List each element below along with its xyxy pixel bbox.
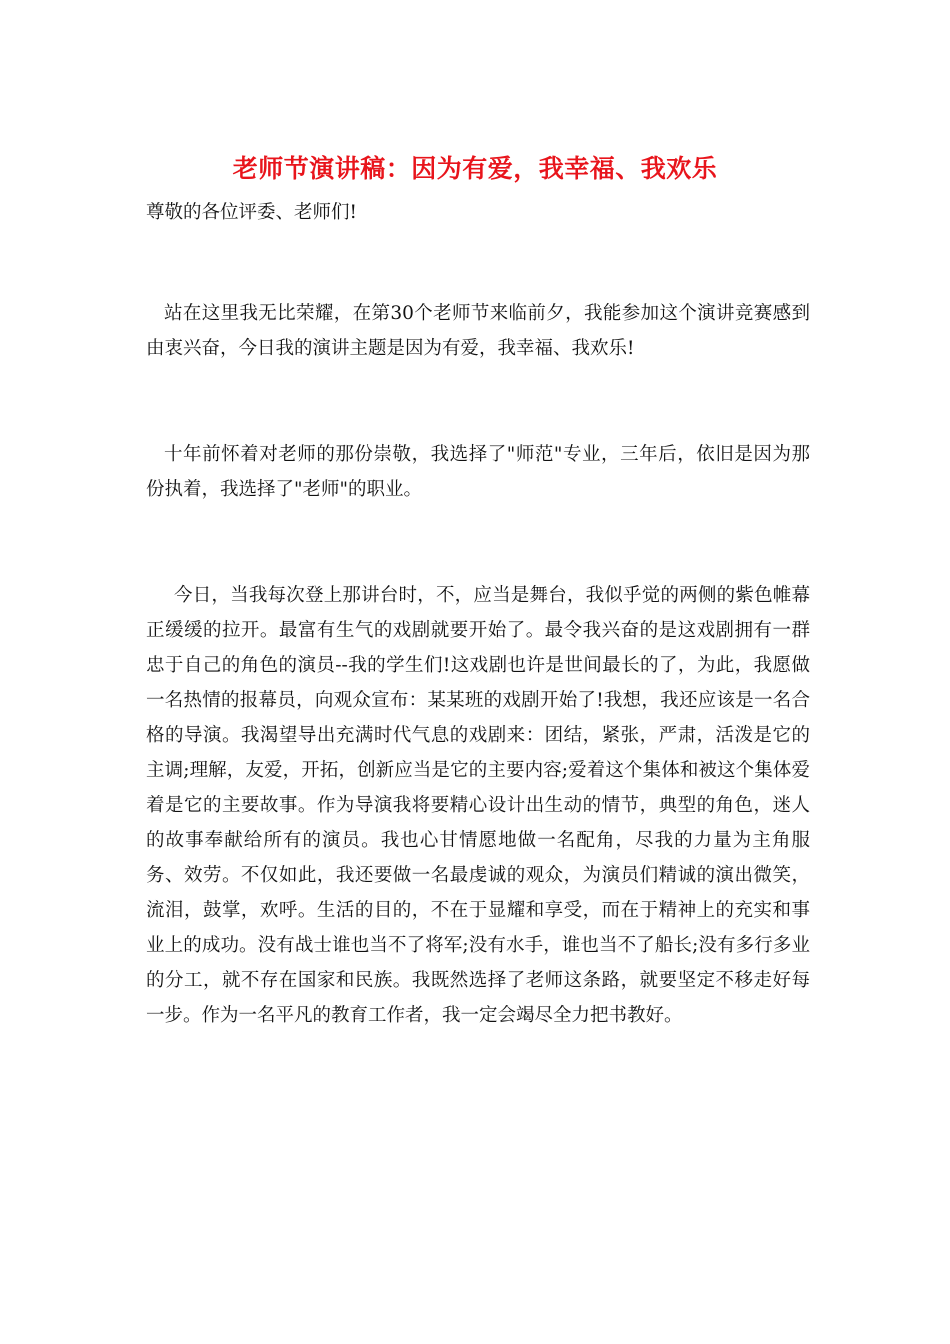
salutation: 尊敬的各位评委、老师们! (146, 202, 357, 223)
paragraph-2: 十年前怀着对老师的那份崇敬，我选择了"师范"专业，三年后，依旧是因为那份执着，我选择了"老师"的职业。 (146, 444, 810, 500)
paragraph-3: 今日，当我每次登上那讲台时，不，应当是舞台，我似乎觉的两侧的紫色帷幕正缓缓的拉开。最富有生气的戏剧就要开始了。最令我兴奋的是这戏剧拥有一群忠于自己的角色的演员--我的学生们!这戏剧也许是世间最长的了，为此，我愿做一名热情的报幕员，向观众宣布：某某班的戏剧开始了!我想，我还应该是一名合格的导演。我渴望导出充满时代气息的戏剧来：团结，紧张，严肃，活泼是它的主调;理解，友爱，开拓，创新应当是它的主要内容;爱着这个集体和被这个集体爱着是它的主要故事。作为导演我将要精心设计出生动的情节，典型的角色，迷人的故事奉献给所有的演员。我也心甘情愿地做一名配角，尽我的力量为主角服务、效劳。不仅如此，我还要做一名最虔诚的观众，为演员们精诚的演出微笑，流泪，鼓掌，欢呼。生活的目的，不在于显耀和享受，而在于精神上的充实和事业上的成功。没有战士谁也当不了将军;没有水手，谁也当不了船长;没有多行多业的分工，就不存在国家和民族。我既然选择了老师这条路，就要坚定不移走好每一步。作为一名平凡的教育工作者，我一定会竭尽全力把书教好。 (146, 585, 810, 1026)
page-title: 老师节演讲稿：因为有爱，我幸福、我欢乐 (232, 154, 718, 183)
paragraph-1: 站在这里我无比荣耀，在第30个老师节来临前夕，我能参加这个演讲竞赛感到由衷兴奋，今日我的演讲主题是因为有爱，我幸福、我欢乐! (146, 303, 810, 359)
